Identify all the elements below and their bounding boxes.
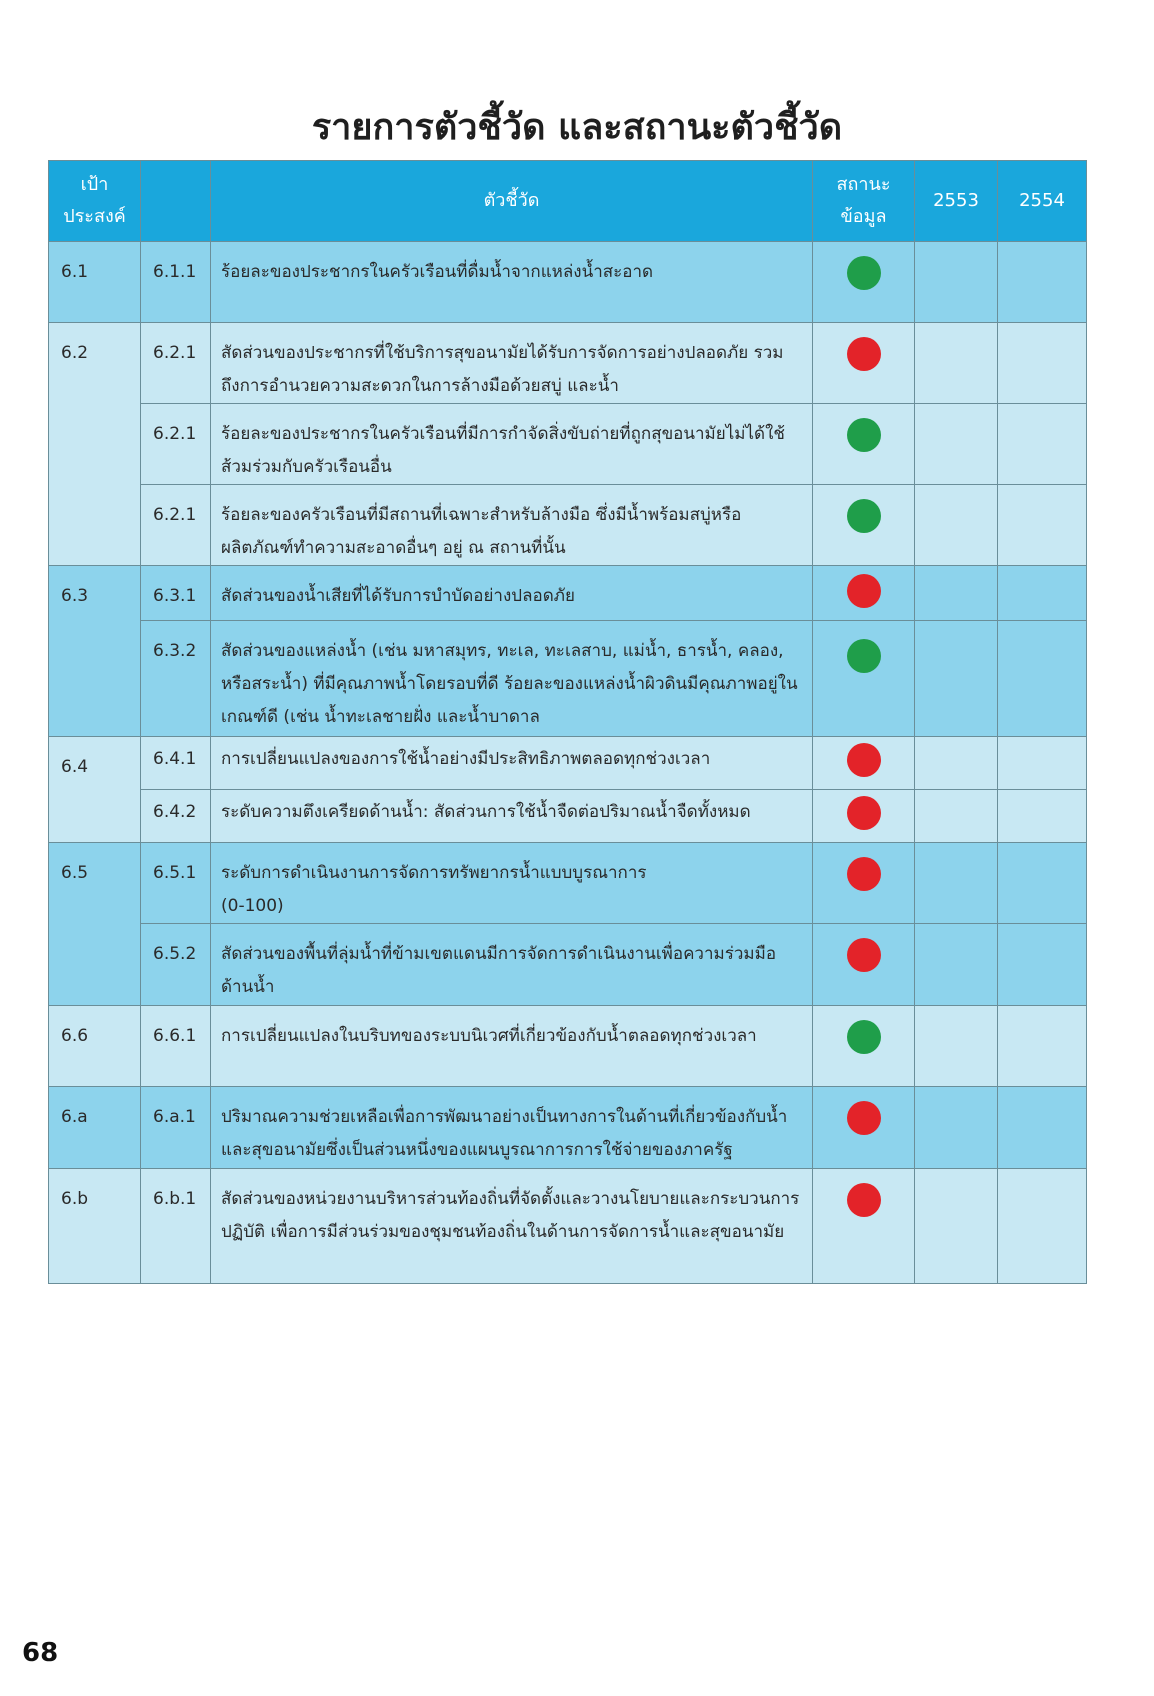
page-title: รายการตัวชี้วัด และสถานะตัวชี้วัด xyxy=(311,107,843,148)
goal-cell: 6.4 xyxy=(49,737,141,843)
year-2554-cell xyxy=(998,566,1087,621)
status-cell xyxy=(813,323,915,404)
table-row xyxy=(49,737,1087,790)
indicator-code: 6.3.1 xyxy=(141,566,211,621)
status-red-dot xyxy=(847,1183,881,1217)
indicator-code: 6.3.2 xyxy=(141,621,211,737)
indicator-text: สัดส่วนของหน่วยงานบริหารส่วนท้องถิ่นที่จัดตั้งและวางนโยบายและกระบวนการปฏิบัติ เพื่อการมีส่วนร่วมของชุมชนท้องถิ่นในด้านการจัดการน้ำและสุขอนามัย xyxy=(211,1169,813,1284)
indicator-code: 6.4.2 xyxy=(141,790,211,843)
table-row xyxy=(49,1169,1087,1284)
status-cell xyxy=(813,485,915,566)
indicator-text: สัดส่วนของแหล่งน้ำ (เช่น มหาสมุทร, ทะเล, ทะเลสาบ, แม่น้ำ, ธารน้ำ, คลอง, หรือสระน้ำ) ที่มีคุณภาพน้ำโดยรอบที่ดี ร้อยละของแหล่งน้ำผิวดินมีคุณภาพอยู่ในเกณฑ์ดี (เช่น น้ำทะเลชายฝั่ง และน้ำบาดาล xyxy=(211,621,813,737)
indicator-code: 6.4.1 xyxy=(141,737,211,790)
status-red-dot xyxy=(847,938,881,972)
year-2554-cell xyxy=(998,843,1087,924)
indicator-text: ระดับการดำเนินงานการจัดการทรัพยากรน้ำแบบบูรณาการ (0-100) xyxy=(211,843,813,924)
indicator-code: 6.a.1 xyxy=(141,1087,211,1169)
indicator-text: ร้อยละของครัวเรือนที่มีสถานที่เฉพาะสำหรับล้างมือ ซึ่งมีน้ำพร้อมสบู่หรือผลิตภัณฑ์ทำความสะอาดอื่นๆ อยู่ ณ สถานที่นั้น xyxy=(211,485,813,566)
year-2554-cell xyxy=(998,737,1087,790)
table-row xyxy=(49,1006,1087,1087)
status-cell xyxy=(813,1006,915,1087)
indicator-text: ร้อยละของประชากรในครัวเรือนที่ดื่มน้ำจากแหล่งน้ำสะอาด xyxy=(211,242,813,323)
table-row xyxy=(49,566,1087,621)
status-green-dot xyxy=(847,499,881,533)
status-red-dot xyxy=(847,743,881,777)
status-cell xyxy=(813,1169,915,1284)
table-row xyxy=(49,843,1087,924)
year-2553-cell xyxy=(915,485,998,566)
status-cell xyxy=(813,242,915,323)
year-2553-cell xyxy=(915,404,998,485)
year-2553-cell xyxy=(915,1169,998,1284)
table-row xyxy=(49,790,1087,843)
indicator-code: 6.6.1 xyxy=(141,1006,211,1087)
table-row xyxy=(49,621,1087,737)
header-year-2553: 2553 xyxy=(915,161,998,242)
table-row xyxy=(49,404,1087,485)
year-2553-cell xyxy=(915,566,998,621)
indicator-code: 6.2.1 xyxy=(141,485,211,566)
status-green-dot xyxy=(847,1020,881,1054)
indicator-text: การเปลี่ยนแปลงในบริบทของระบบนิเวศที่เกี่ยวข้องกับน้ำตลอดทุกช่วงเวลา xyxy=(211,1006,813,1087)
indicator-text: สัดส่วนของน้ำเสียที่ได้รับการบำบัดอย่างปลอดภัย xyxy=(211,566,813,621)
goal-cell: 6.1 xyxy=(49,242,141,323)
status-red-dot xyxy=(847,337,881,371)
status-green-dot xyxy=(847,639,881,673)
status-green-dot xyxy=(847,418,881,452)
goal-cell: 6.b xyxy=(49,1169,141,1284)
year-2554-cell xyxy=(998,485,1087,566)
year-2554-cell xyxy=(998,404,1087,485)
status-cell xyxy=(813,843,915,924)
year-2553-cell xyxy=(915,737,998,790)
indicator-text: สัดส่วนของพื้นที่ลุ่มน้ำที่ข้ามเขตแดนมีการจัดการดำเนินงานเพื่อความร่วมมือด้านน้ำ xyxy=(211,924,813,1006)
header-status: สถานะ ข้อมูล xyxy=(813,161,915,242)
year-2553-cell xyxy=(915,1006,998,1087)
indicator-text: ระดับความตึงเครียดด้านน้ำ: สัดส่วนการใช้น้ำจืดต่อปริมาณน้ำจืดทั้งหมด xyxy=(211,790,813,843)
indicator-code: 6.2.1 xyxy=(141,323,211,404)
status-cell xyxy=(813,621,915,737)
indicator-text: สัดส่วนของประชากรที่ใช้บริการสุขอนามัยได้รับการจัดการอย่างปลอดภัย รวมถึงการอำนวยความสะดวกในการล้างมือด้วยสบู่ และน้ำ xyxy=(211,323,813,404)
year-2554-cell xyxy=(998,924,1087,1006)
year-2554-cell xyxy=(998,1087,1087,1169)
status-cell xyxy=(813,1087,915,1169)
goal-cell: 6.5 xyxy=(49,843,141,1006)
status-green-dot xyxy=(847,256,881,290)
year-2553-cell xyxy=(915,790,998,843)
table-row xyxy=(49,1087,1087,1169)
table-row xyxy=(49,242,1087,323)
year-2553-cell xyxy=(915,924,998,1006)
header-code xyxy=(141,161,211,242)
indicator-code: 6.2.1 xyxy=(141,404,211,485)
year-2553-cell xyxy=(915,1087,998,1169)
indicator-code: 6.b.1 xyxy=(141,1169,211,1284)
year-2554-cell xyxy=(998,621,1087,737)
goal-cell: 6.2 xyxy=(49,323,141,566)
table-row xyxy=(49,485,1087,566)
year-2554-cell xyxy=(998,790,1087,843)
status-red-dot xyxy=(847,796,881,830)
goal-cell: 6.6 xyxy=(49,1006,141,1087)
indicator-text: การเปลี่ยนแปลงของการใช้น้ำอย่างมีประสิทธิภาพตลอดทุกช่วงเวลา xyxy=(211,737,813,790)
header-year-2554: 2554 xyxy=(998,161,1087,242)
status-cell xyxy=(813,737,915,790)
year-2554-cell xyxy=(998,242,1087,323)
indicator-code: 6.5.1 xyxy=(141,843,211,924)
year-2553-cell xyxy=(915,621,998,737)
page-number: 68 xyxy=(22,1638,59,1668)
indicator-code: 6.5.2 xyxy=(141,924,211,1006)
status-cell xyxy=(813,790,915,843)
status-cell xyxy=(813,404,915,485)
status-cell xyxy=(813,924,915,1006)
table-header-row xyxy=(49,161,1087,242)
year-2553-cell xyxy=(915,843,998,924)
goal-cell: 6.a xyxy=(49,1087,141,1169)
status-red-dot xyxy=(847,1101,881,1135)
indicator-text: ปริมาณความช่วยเหลือเพื่อการพัฒนาอย่างเป็นทางการในด้านที่เกี่ยวข้องกับน้ำและสุขอนามัยซึ่งเป็นส่วนหนึ่งของแผนบูรณาการการใช้จ่ายของภาครัฐ xyxy=(211,1087,813,1169)
indicator-table xyxy=(48,160,1087,1284)
indicator-text: ร้อยละของประชากรในครัวเรือนที่มีการกำจัดสิ่งขับถ่ายที่ถูกสุขอนามัยไม่ได้ใช้ส้วมร่วมกับครัวเรือนอื่น xyxy=(211,404,813,485)
header-indicator: ตัวชี้วัด xyxy=(211,161,813,242)
table-row xyxy=(49,924,1087,1006)
table-row xyxy=(49,323,1087,404)
status-red-dot xyxy=(847,574,881,608)
status-red-dot xyxy=(847,857,881,891)
goal-cell: 6.3 xyxy=(49,566,141,737)
year-2553-cell xyxy=(915,323,998,404)
year-2553-cell xyxy=(915,242,998,323)
header-goal: เป้า ประสงค์ xyxy=(49,161,141,242)
year-2554-cell xyxy=(998,323,1087,404)
year-2554-cell xyxy=(998,1006,1087,1087)
status-cell xyxy=(813,566,915,621)
year-2554-cell xyxy=(998,1169,1087,1284)
indicator-code: 6.1.1 xyxy=(141,242,211,323)
